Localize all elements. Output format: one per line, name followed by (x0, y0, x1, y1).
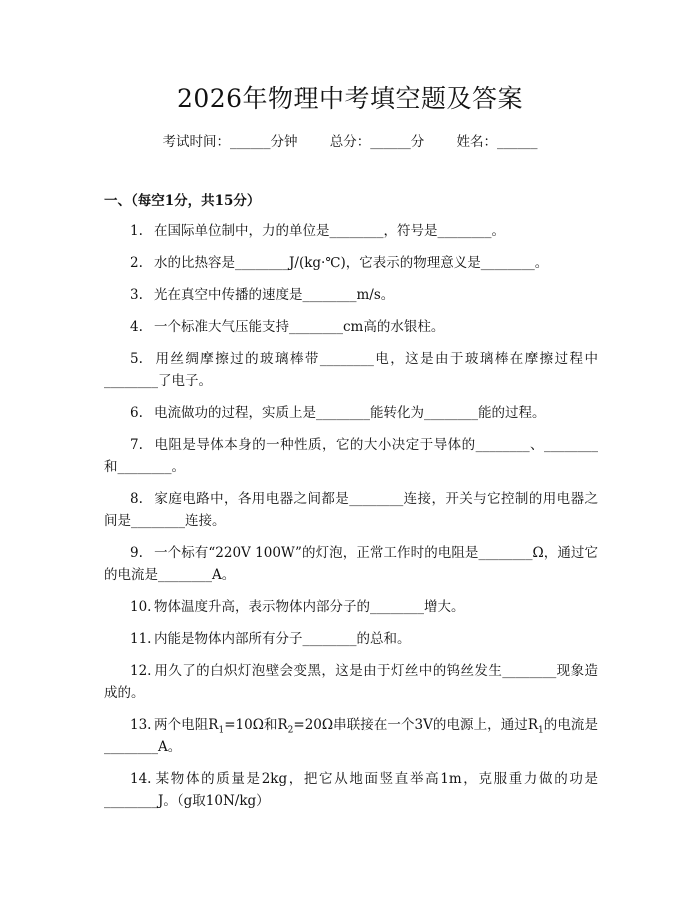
question-text: 用丝绸摩擦过的玻璃棒带________电，这是由于玻璃棒在摩擦过程中________了电子。 (104, 351, 598, 389)
question-number: 11. (130, 631, 152, 647)
question-text: 在国际单位制中，力的单位是________，符号是________。 (154, 223, 505, 239)
question-1 (104, 220, 598, 242)
section-heading: 一、（每空1分，共15分） (104, 193, 261, 209)
question-14 (104, 768, 598, 812)
question-number: 12. (130, 663, 152, 679)
student-name-field: 姓名：______ (456, 134, 538, 150)
question-number: 8. (130, 491, 143, 507)
subscript: 2 (287, 725, 294, 736)
question-text-part: =10Ω和R (224, 717, 288, 733)
exam-time-field: 考试时间：______分钟 (162, 134, 298, 150)
question-6 (104, 402, 598, 424)
question-3 (104, 284, 598, 306)
question-number: 4. (130, 319, 143, 335)
question-text: 一个标准大气压能支持________cm高的水银柱。 (154, 319, 445, 335)
question-text: 某物体的质量是2kg，把它从地面竖直举高1m，克服重力做的功是________J。（g取10N/kg） (104, 771, 598, 809)
question-10 (104, 596, 598, 618)
question-9 (104, 542, 598, 586)
subscript: 1 (218, 725, 225, 736)
question-number: 9. (130, 545, 143, 561)
question-text-part: 两个电阻R (154, 717, 219, 733)
question-text: 电流做功的过程，实质上是________能转化为________能的过程。 (154, 405, 546, 421)
exam-info-line (0, 132, 700, 152)
question-2 (104, 252, 598, 274)
question-text: 内能是物体内部所有分子________的总和。 (154, 631, 411, 647)
question-text: 电阻是导体本身的一种性质，它的大小决定于导体的________、________和________。 (104, 437, 598, 475)
question-12 (104, 660, 598, 704)
question-8 (104, 488, 598, 532)
question-number: 2. (130, 255, 143, 271)
question-text: 一个标有“220V 100W”的灯泡，正常工作时的电阻是________Ω，通过它的电流是________A。 (104, 545, 598, 583)
question-text: 水的比热容是________J/(kg·℃)，它表示的物理意义是________。 (154, 255, 549, 271)
question-number: 1. (130, 223, 143, 239)
question-text: 光在真空中传播的速度是________m/s。 (154, 287, 395, 303)
question-number: 6. (130, 405, 143, 421)
question-4 (104, 316, 598, 338)
question-text: 家庭电路中，各用电器之间都是________连接，开关与它控制的用电器之间是________连接。 (104, 491, 598, 529)
question-list (104, 220, 598, 822)
question-number: 7. (130, 437, 143, 453)
question-number: 14. (130, 771, 152, 787)
question-number: 5. (130, 351, 143, 367)
question-text: 物体温度升高，表示物体内部分子的________增大。 (154, 599, 465, 615)
question-7 (104, 434, 598, 478)
page-title: 2026年物理中考填空题及答案 (176, 84, 524, 113)
subscript: 1 (538, 725, 544, 736)
question-13 (104, 714, 598, 758)
question-number: 10. (130, 599, 152, 615)
question-text-part: 的电流是________A。 (104, 717, 598, 755)
question-11 (104, 628, 598, 650)
question-number: 3. (130, 287, 143, 303)
question-text-part: =20Ω串联接在一个3V的电源上，通过R (293, 717, 539, 733)
question-number: 13. (130, 717, 152, 733)
question-text: 用久了的白炽灯泡壁会变黑，这是由于灯丝中的钨丝发生________现象造成的。 (104, 663, 598, 701)
question-5 (104, 348, 598, 392)
total-score-field: 总分：______分 (329, 134, 425, 150)
